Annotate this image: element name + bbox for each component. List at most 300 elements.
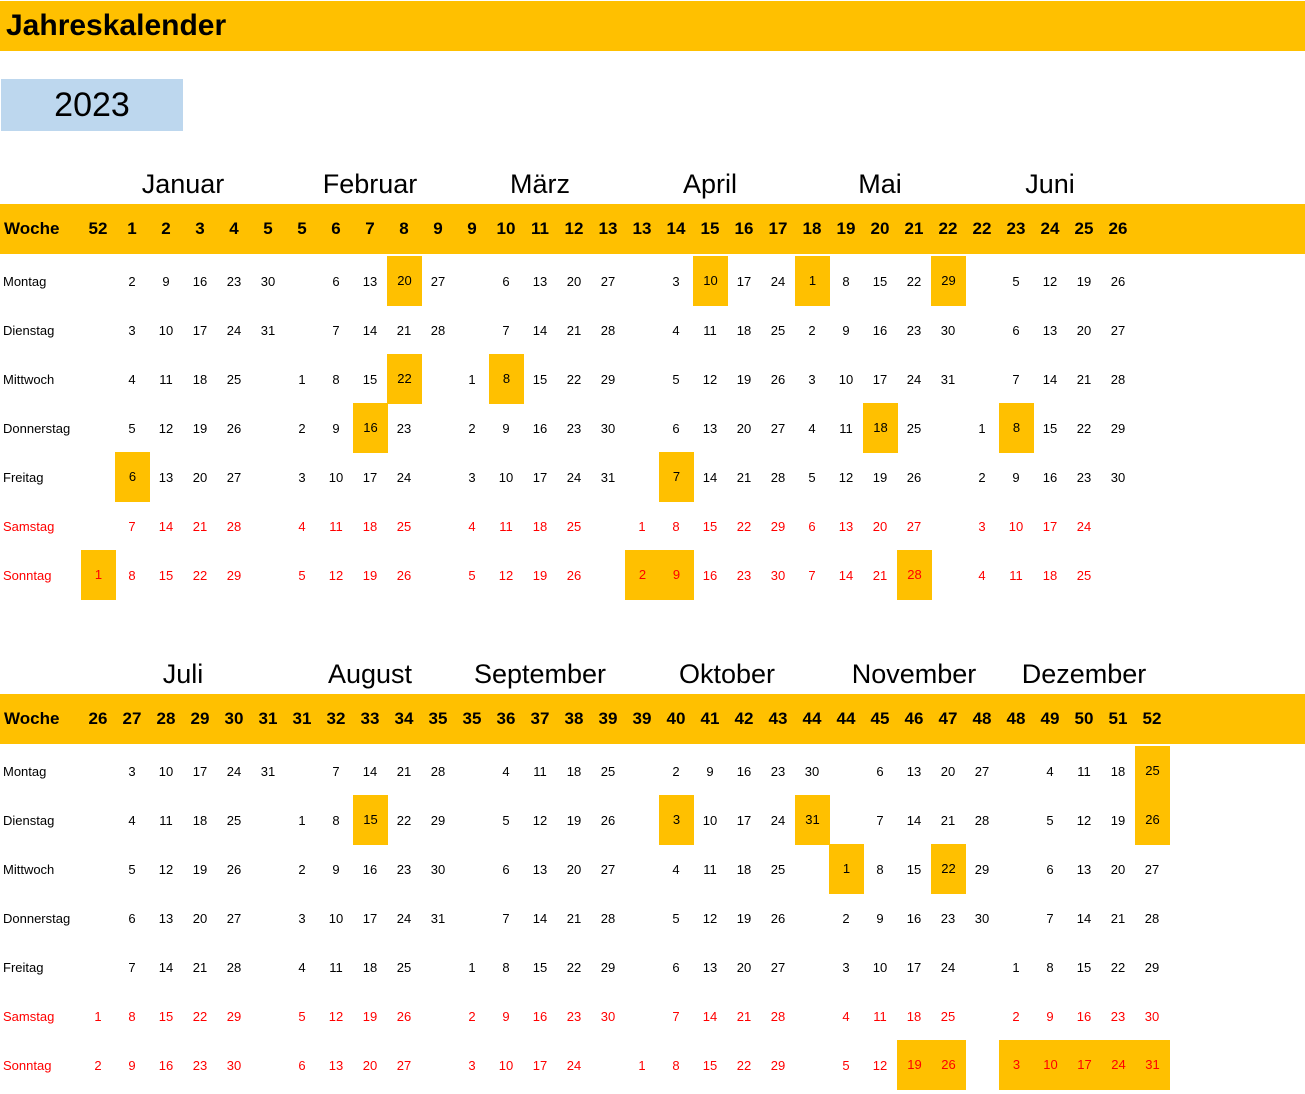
day-cell[interactable]: 30 [770, 568, 786, 583]
day-cell[interactable]: 6 [808, 519, 816, 534]
highlighted-day-cell[interactable]: 20 [387, 256, 422, 306]
day-cell[interactable]: 4 [502, 764, 510, 779]
day-cell[interactable]: 22 [1076, 421, 1092, 436]
highlighted-day-cell[interactable]: 31 [1135, 1040, 1170, 1090]
day-cell[interactable]: 22 [566, 960, 582, 975]
highlighted-day-cell[interactable]: 8 [489, 354, 524, 404]
day-cell[interactable]: 11 [329, 960, 343, 975]
day-cell[interactable]: 29 [1144, 960, 1160, 975]
day-cell[interactable]: 11 [1009, 568, 1023, 583]
day-cell[interactable]: 13 [906, 764, 922, 779]
day-cell[interactable]: 28 [1110, 372, 1126, 387]
day-cell[interactable]: 31 [430, 911, 446, 926]
day-cell[interactable]: 20 [736, 960, 752, 975]
day-cell[interactable]: 7 [808, 568, 816, 583]
day-cell[interactable]: 8 [842, 274, 850, 289]
highlighted-day-cell[interactable]: 15 [353, 795, 388, 845]
day-cell[interactable]: 25 [566, 519, 582, 534]
day-cell[interactable]: 17 [532, 1058, 548, 1073]
day-cell[interactable]: 1 [468, 372, 476, 387]
day-cell[interactable]: 7 [876, 813, 884, 828]
day-cell[interactable]: 7 [332, 764, 340, 779]
day-cell[interactable]: 3 [298, 911, 306, 926]
day-cell[interactable]: 12 [498, 568, 514, 583]
day-cell[interactable]: 24 [566, 1058, 582, 1073]
day-cell[interactable]: 10 [872, 960, 888, 975]
day-cell[interactable]: 30 [600, 421, 616, 436]
day-cell[interactable]: 28 [770, 1009, 786, 1024]
day-cell[interactable]: 14 [702, 1009, 718, 1024]
day-cell[interactable]: 2 [842, 911, 850, 926]
highlighted-day-cell[interactable]: 1 [795, 256, 830, 306]
day-cell[interactable]: 15 [532, 372, 548, 387]
highlighted-day-cell[interactable]: 9 [659, 550, 694, 600]
day-cell[interactable]: 21 [192, 519, 208, 534]
day-cell[interactable]: 20 [192, 470, 208, 485]
day-cell[interactable]: 3 [672, 274, 680, 289]
day-cell[interactable]: 21 [396, 323, 412, 338]
day-cell[interactable]: 8 [672, 519, 680, 534]
day-cell[interactable]: 13 [1076, 862, 1092, 877]
day-cell[interactable]: 21 [736, 1009, 752, 1024]
day-cell[interactable]: 23 [1110, 1009, 1126, 1024]
day-cell[interactable]: 3 [978, 519, 986, 534]
day-cell[interactable]: 25 [770, 323, 786, 338]
day-cell[interactable]: 23 [940, 911, 956, 926]
day-cell[interactable]: 26 [600, 813, 616, 828]
day-cell[interactable]: 9 [502, 421, 510, 436]
day-cell[interactable]: 12 [532, 813, 548, 828]
day-cell[interactable]: 13 [702, 421, 718, 436]
day-cell[interactable]: 7 [1046, 911, 1054, 926]
day-cell[interactable]: 15 [1076, 960, 1092, 975]
day-cell[interactable]: 5 [1012, 274, 1020, 289]
highlighted-day-cell[interactable]: 10 [1033, 1040, 1068, 1090]
day-cell[interactable]: 29 [226, 568, 242, 583]
day-cell[interactable]: 18 [362, 960, 378, 975]
day-cell[interactable]: 26 [396, 1009, 412, 1024]
day-cell[interactable]: 29 [226, 1009, 242, 1024]
day-cell[interactable]: 27 [770, 960, 786, 975]
day-cell[interactable]: 18 [736, 323, 752, 338]
day-cell[interactable]: 1 [298, 372, 306, 387]
day-cell[interactable]: 17 [906, 960, 922, 975]
day-cell[interactable]: 21 [566, 323, 582, 338]
day-cell[interactable]: 5 [808, 470, 816, 485]
day-cell[interactable]: 27 [974, 764, 990, 779]
day-cell[interactable]: 6 [672, 421, 680, 436]
day-cell[interactable]: 9 [1012, 470, 1020, 485]
day-cell[interactable]: 4 [978, 568, 986, 583]
day-cell[interactable]: 6 [128, 911, 136, 926]
highlighted-day-cell[interactable]: 18 [863, 403, 898, 453]
day-cell[interactable]: 22 [192, 1009, 208, 1024]
day-cell[interactable]: 16 [906, 911, 922, 926]
day-cell[interactable]: 6 [1012, 323, 1020, 338]
day-cell[interactable]: 2 [128, 274, 136, 289]
day-cell[interactable]: 9 [332, 862, 340, 877]
day-cell[interactable]: 11 [159, 813, 173, 828]
day-cell[interactable]: 7 [672, 1009, 680, 1024]
day-cell[interactable]: 24 [770, 813, 786, 828]
day-cell[interactable]: 16 [158, 1058, 174, 1073]
highlighted-day-cell[interactable]: 25 [1135, 746, 1170, 796]
highlighted-day-cell[interactable]: 26 [1135, 795, 1170, 845]
day-cell[interactable]: 4 [298, 519, 306, 534]
day-cell[interactable]: 9 [332, 421, 340, 436]
day-cell[interactable]: 19 [362, 568, 378, 583]
day-cell[interactable]: 15 [362, 372, 378, 387]
day-cell[interactable]: 19 [192, 421, 208, 436]
day-cell[interactable]: 2 [298, 421, 306, 436]
day-cell[interactable]: 2 [808, 323, 816, 338]
day-cell[interactable]: 29 [974, 862, 990, 877]
day-cell[interactable]: 28 [974, 813, 990, 828]
day-cell[interactable]: 6 [502, 274, 510, 289]
highlighted-day-cell[interactable]: 22 [387, 354, 422, 404]
day-cell[interactable]: 30 [430, 862, 446, 877]
day-cell[interactable]: 8 [128, 1009, 136, 1024]
day-cell[interactable]: 5 [468, 568, 476, 583]
day-cell[interactable]: 1 [468, 960, 476, 975]
day-cell[interactable]: 17 [362, 911, 378, 926]
day-cell[interactable]: 9 [876, 911, 884, 926]
day-cell[interactable]: 14 [158, 960, 174, 975]
day-cell[interactable]: 14 [532, 323, 548, 338]
day-cell[interactable]: 1 [978, 421, 986, 436]
day-cell[interactable]: 28 [430, 764, 446, 779]
day-cell[interactable]: 30 [260, 274, 276, 289]
day-cell[interactable]: 8 [672, 1058, 680, 1073]
day-cell[interactable]: 29 [600, 372, 616, 387]
highlighted-day-cell[interactable]: 17 [1067, 1040, 1102, 1090]
day-cell[interactable]: 20 [736, 421, 752, 436]
day-cell[interactable]: 9 [128, 1058, 136, 1073]
day-cell[interactable]: 12 [158, 421, 174, 436]
day-cell[interactable]: 12 [702, 372, 718, 387]
day-cell[interactable]: 7 [502, 323, 510, 338]
day-cell[interactable]: 16 [872, 323, 888, 338]
day-cell[interactable]: 6 [332, 274, 340, 289]
day-cell[interactable]: 28 [226, 960, 242, 975]
day-cell[interactable]: 22 [736, 519, 752, 534]
day-cell[interactable]: 25 [600, 764, 616, 779]
day-cell[interactable]: 21 [566, 911, 582, 926]
highlighted-day-cell[interactable]: 22 [931, 844, 966, 894]
day-cell[interactable]: 4 [128, 813, 136, 828]
day-cell[interactable]: 3 [128, 764, 136, 779]
day-cell[interactable]: 18 [192, 372, 208, 387]
day-cell[interactable]: 25 [226, 813, 242, 828]
day-cell[interactable]: 19 [872, 470, 888, 485]
day-cell[interactable]: 10 [158, 764, 174, 779]
day-cell[interactable]: 20 [940, 764, 956, 779]
day-cell[interactable]: 5 [672, 911, 680, 926]
day-cell[interactable]: 16 [736, 764, 752, 779]
highlighted-day-cell[interactable]: 31 [795, 795, 830, 845]
day-cell[interactable]: 11 [1077, 764, 1091, 779]
day-cell[interactable]: 23 [566, 1009, 582, 1024]
highlighted-day-cell[interactable]: 7 [659, 452, 694, 502]
day-cell[interactable]: 12 [1076, 813, 1092, 828]
day-cell[interactable]: 21 [396, 764, 412, 779]
day-cell[interactable]: 19 [1076, 274, 1092, 289]
highlighted-day-cell[interactable]: 24 [1101, 1040, 1136, 1090]
day-cell[interactable]: 17 [192, 764, 208, 779]
day-cell[interactable]: 17 [1042, 519, 1058, 534]
day-cell[interactable]: 3 [298, 470, 306, 485]
day-cell[interactable]: 29 [1110, 421, 1126, 436]
day-cell[interactable]: 11 [533, 764, 547, 779]
day-cell[interactable]: 29 [770, 1058, 786, 1073]
day-cell[interactable]: 24 [396, 911, 412, 926]
day-cell[interactable]: 13 [158, 911, 174, 926]
day-cell[interactable]: 15 [158, 568, 174, 583]
highlighted-day-cell[interactable]: 1 [829, 844, 864, 894]
day-cell[interactable]: 13 [158, 470, 174, 485]
day-cell[interactable]: 26 [226, 862, 242, 877]
day-cell[interactable]: 14 [838, 568, 854, 583]
day-cell[interactable]: 4 [808, 421, 816, 436]
day-cell[interactable]: 18 [192, 813, 208, 828]
day-cell[interactable]: 25 [940, 1009, 956, 1024]
day-cell[interactable]: 16 [1042, 470, 1058, 485]
day-cell[interactable]: 26 [770, 911, 786, 926]
day-cell[interactable]: 10 [328, 911, 344, 926]
day-cell[interactable]: 23 [1076, 470, 1092, 485]
day-cell[interactable]: 2 [672, 764, 680, 779]
day-cell[interactable]: 26 [396, 568, 412, 583]
day-cell[interactable]: 23 [566, 421, 582, 436]
day-cell[interactable]: 31 [260, 323, 276, 338]
day-cell[interactable]: 3 [128, 323, 136, 338]
day-cell[interactable]: 30 [974, 911, 990, 926]
day-cell[interactable]: 18 [906, 1009, 922, 1024]
day-cell[interactable]: 27 [906, 519, 922, 534]
day-cell[interactable]: 17 [362, 470, 378, 485]
day-cell[interactable]: 19 [566, 813, 582, 828]
day-cell[interactable]: 20 [1110, 862, 1126, 877]
day-cell[interactable]: 31 [600, 470, 616, 485]
day-cell[interactable]: 11 [839, 421, 853, 436]
day-cell[interactable]: 19 [192, 862, 208, 877]
day-cell[interactable]: 17 [872, 372, 888, 387]
day-cell[interactable]: 23 [906, 323, 922, 338]
day-cell[interactable]: 11 [499, 519, 513, 534]
day-cell[interactable]: 7 [502, 911, 510, 926]
day-cell[interactable]: 8 [128, 568, 136, 583]
day-cell[interactable]: 5 [128, 421, 136, 436]
day-cell[interactable]: 4 [468, 519, 476, 534]
day-cell[interactable]: 30 [940, 323, 956, 338]
day-cell[interactable]: 14 [906, 813, 922, 828]
day-cell[interactable]: 27 [430, 274, 446, 289]
day-cell[interactable]: 13 [328, 1058, 344, 1073]
day-cell[interactable]: 5 [502, 813, 510, 828]
day-cell[interactable]: 24 [566, 470, 582, 485]
day-cell[interactable]: 8 [332, 372, 340, 387]
day-cell[interactable]: 7 [128, 960, 136, 975]
day-cell[interactable]: 16 [702, 568, 718, 583]
day-cell[interactable]: 21 [736, 470, 752, 485]
day-cell[interactable]: 12 [702, 911, 718, 926]
day-cell[interactable]: 15 [702, 519, 718, 534]
day-cell[interactable]: 15 [1042, 421, 1058, 436]
day-cell[interactable]: 2 [468, 1009, 476, 1024]
day-cell[interactable]: 11 [159, 372, 173, 387]
day-cell[interactable]: 17 [192, 323, 208, 338]
highlighted-day-cell[interactable]: 6 [115, 452, 150, 502]
day-cell[interactable]: 20 [192, 911, 208, 926]
day-cell[interactable]: 9 [706, 764, 714, 779]
day-cell[interactable]: 10 [1008, 519, 1024, 534]
day-cell[interactable]: 29 [430, 813, 446, 828]
day-cell[interactable]: 21 [192, 960, 208, 975]
day-cell[interactable]: 18 [1042, 568, 1058, 583]
day-cell[interactable]: 11 [703, 323, 717, 338]
day-cell[interactable]: 10 [498, 470, 514, 485]
day-cell[interactable]: 5 [672, 372, 680, 387]
day-cell[interactable]: 5 [842, 1058, 850, 1073]
day-cell[interactable]: 16 [532, 421, 548, 436]
day-cell[interactable]: 12 [328, 568, 344, 583]
day-cell[interactable]: 10 [328, 470, 344, 485]
day-cell[interactable]: 8 [876, 862, 884, 877]
highlighted-day-cell[interactable]: 29 [931, 256, 966, 306]
day-cell[interactable]: 10 [158, 323, 174, 338]
day-cell[interactable]: 28 [770, 470, 786, 485]
day-cell[interactable]: 23 [226, 274, 242, 289]
day-cell[interactable]: 5 [298, 1009, 306, 1024]
day-cell[interactable]: 21 [1110, 911, 1126, 926]
day-cell[interactable]: 17 [736, 274, 752, 289]
highlighted-day-cell[interactable]: 3 [659, 795, 694, 845]
day-cell[interactable]: 12 [328, 1009, 344, 1024]
day-cell[interactable]: 19 [362, 1009, 378, 1024]
day-cell[interactable]: 11 [873, 1009, 887, 1024]
day-cell[interactable]: 18 [532, 519, 548, 534]
day-cell[interactable]: 11 [703, 862, 717, 877]
highlighted-day-cell[interactable]: 8 [999, 403, 1034, 453]
day-cell[interactable]: 8 [1046, 960, 1054, 975]
day-cell[interactable]: 28 [226, 519, 242, 534]
day-cell[interactable]: 22 [906, 274, 922, 289]
day-cell[interactable]: 16 [1076, 1009, 1092, 1024]
day-cell[interactable]: 22 [396, 813, 412, 828]
day-cell[interactable]: 25 [396, 960, 412, 975]
day-cell[interactable]: 12 [872, 1058, 888, 1073]
day-cell[interactable]: 2 [978, 470, 986, 485]
day-cell[interactable]: 27 [600, 274, 616, 289]
day-cell[interactable]: 25 [906, 421, 922, 436]
day-cell[interactable]: 22 [566, 372, 582, 387]
day-cell[interactable]: 6 [502, 862, 510, 877]
day-cell[interactable]: 2 [94, 1058, 102, 1073]
day-cell[interactable]: 20 [362, 1058, 378, 1073]
day-cell[interactable]: 5 [1046, 813, 1054, 828]
day-cell[interactable]: 20 [872, 519, 888, 534]
day-cell[interactable]: 16 [532, 1009, 548, 1024]
day-cell[interactable]: 23 [192, 1058, 208, 1073]
day-cell[interactable]: 18 [362, 519, 378, 534]
highlighted-day-cell[interactable]: 28 [897, 550, 932, 600]
day-cell[interactable]: 10 [838, 372, 854, 387]
day-cell[interactable]: 2 [298, 862, 306, 877]
day-cell[interactable]: 18 [736, 862, 752, 877]
day-cell[interactable]: 4 [672, 323, 680, 338]
day-cell[interactable]: 17 [736, 813, 752, 828]
day-cell[interactable]: 20 [566, 862, 582, 877]
day-cell[interactable]: 23 [770, 764, 786, 779]
day-cell[interactable]: 30 [1144, 1009, 1160, 1024]
day-cell[interactable]: 5 [128, 862, 136, 877]
day-cell[interactable]: 1 [638, 1058, 646, 1073]
day-cell[interactable]: 25 [770, 862, 786, 877]
day-cell[interactable]: 25 [396, 519, 412, 534]
day-cell[interactable]: 14 [362, 764, 378, 779]
day-cell[interactable]: 26 [566, 568, 582, 583]
day-cell[interactable]: 3 [842, 960, 850, 975]
day-cell[interactable]: 3 [808, 372, 816, 387]
day-cell[interactable]: 18 [566, 764, 582, 779]
day-cell[interactable]: 1 [94, 1009, 102, 1024]
day-cell[interactable]: 30 [1110, 470, 1126, 485]
day-cell[interactable]: 24 [226, 323, 242, 338]
day-cell[interactable]: 16 [362, 862, 378, 877]
day-cell[interactable]: 3 [468, 470, 476, 485]
day-cell[interactable]: 23 [736, 568, 752, 583]
day-cell[interactable]: 4 [298, 960, 306, 975]
day-cell[interactable]: 15 [158, 1009, 174, 1024]
day-cell[interactable]: 6 [298, 1058, 306, 1073]
day-cell[interactable]: 27 [226, 911, 242, 926]
highlighted-day-cell[interactable]: 26 [931, 1040, 966, 1090]
day-cell[interactable]: 3 [468, 1058, 476, 1073]
day-cell[interactable]: 31 [260, 764, 276, 779]
day-cell[interactable]: 26 [226, 421, 242, 436]
day-cell[interactable]: 5 [298, 568, 306, 583]
day-cell[interactable]: 24 [226, 764, 242, 779]
day-cell[interactable]: 10 [702, 813, 718, 828]
day-cell[interactable]: 30 [226, 1058, 242, 1073]
day-cell[interactable]: 17 [532, 470, 548, 485]
day-cell[interactable]: 18 [1110, 764, 1126, 779]
day-cell[interactable]: 13 [702, 960, 718, 975]
day-cell[interactable]: 27 [1110, 323, 1126, 338]
day-cell[interactable]: 9 [162, 274, 170, 289]
day-cell[interactable]: 21 [940, 813, 956, 828]
day-cell[interactable]: 21 [1076, 372, 1092, 387]
highlighted-day-cell[interactable]: 19 [897, 1040, 932, 1090]
day-cell[interactable]: 25 [1076, 568, 1092, 583]
day-cell[interactable]: 1 [1012, 960, 1020, 975]
day-cell[interactable]: 19 [532, 568, 548, 583]
day-cell[interactable]: 1 [298, 813, 306, 828]
day-cell[interactable]: 24 [1076, 519, 1092, 534]
day-cell[interactable]: 27 [226, 470, 242, 485]
day-cell[interactable]: 29 [600, 960, 616, 975]
day-cell[interactable]: 8 [502, 960, 510, 975]
day-cell[interactable]: 12 [1042, 274, 1058, 289]
day-cell[interactable]: 26 [906, 470, 922, 485]
day-cell[interactable]: 27 [600, 862, 616, 877]
day-cell[interactable]: 13 [1042, 323, 1058, 338]
day-cell[interactable]: 14 [362, 323, 378, 338]
day-cell[interactable]: 24 [940, 960, 956, 975]
day-cell[interactable]: 7 [1012, 372, 1020, 387]
day-cell[interactable]: 14 [532, 911, 548, 926]
day-cell[interactable]: 9 [1046, 1009, 1054, 1024]
